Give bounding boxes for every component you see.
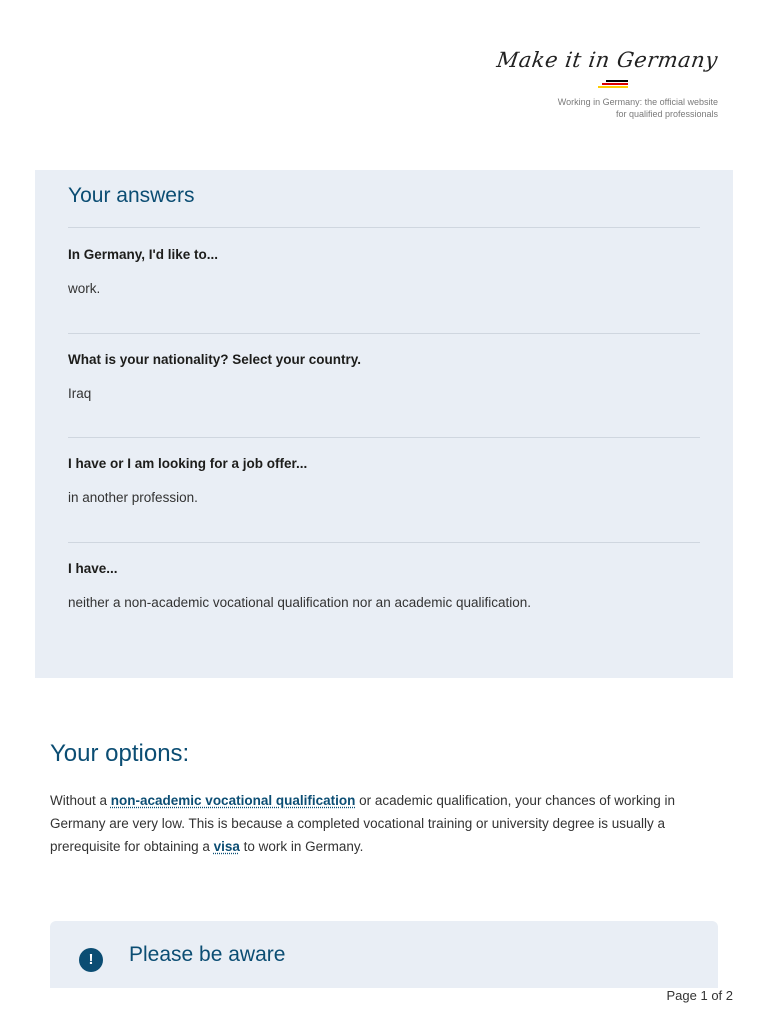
flag-stripes-icon [598,80,628,90]
options-text-part: or academic qualification, your chances of working in Germany are very low. This is because a completed vocational training or university degree is usually a prerequisite for obtaining a [50,793,676,854]
options-text-part: Without a [50,793,111,808]
answers-panel [35,170,733,678]
answer-value: in another profession. [68,490,198,505]
answer-value: Iraq [68,386,92,401]
divider [68,227,700,228]
exclamation-icon: ! [79,948,103,972]
divider [68,437,700,438]
answer-value: neither a non-academic vocational qualification nor an academic qualification. [68,595,532,610]
question-label: In Germany, I'd like to... [68,247,218,262]
logo-tagline-line1: Working in Germany: the official website [557,97,718,107]
page-number: Page 1 of 2 [666,988,733,1003]
options-text-part: to work in Germany. [239,839,364,854]
options-paragraph [50,789,710,858]
divider [68,333,700,334]
divider [68,542,700,543]
notice-title: Please be aware [129,943,286,966]
vocational-qualification-link[interactable]: non-academic vocational qualification [110,793,356,808]
logo-tagline-line2: for qualified professionals [615,109,718,119]
logo-wordmark: Make it in Germany [495,48,720,72]
visa-link[interactable]: visa [213,839,240,854]
answers-title: Your answers [68,184,195,207]
logo-tagline [558,96,718,120]
question-label: I have or I am looking for a job offer... [68,456,308,471]
question-label: What is your nationality? Select your country. [68,352,362,367]
answer-value: work. [68,281,101,296]
question-label: I have... [68,561,118,576]
make-it-in-germany-logo [495,48,720,124]
options-title: Your options: [50,740,190,767]
notice-box [50,921,718,988]
